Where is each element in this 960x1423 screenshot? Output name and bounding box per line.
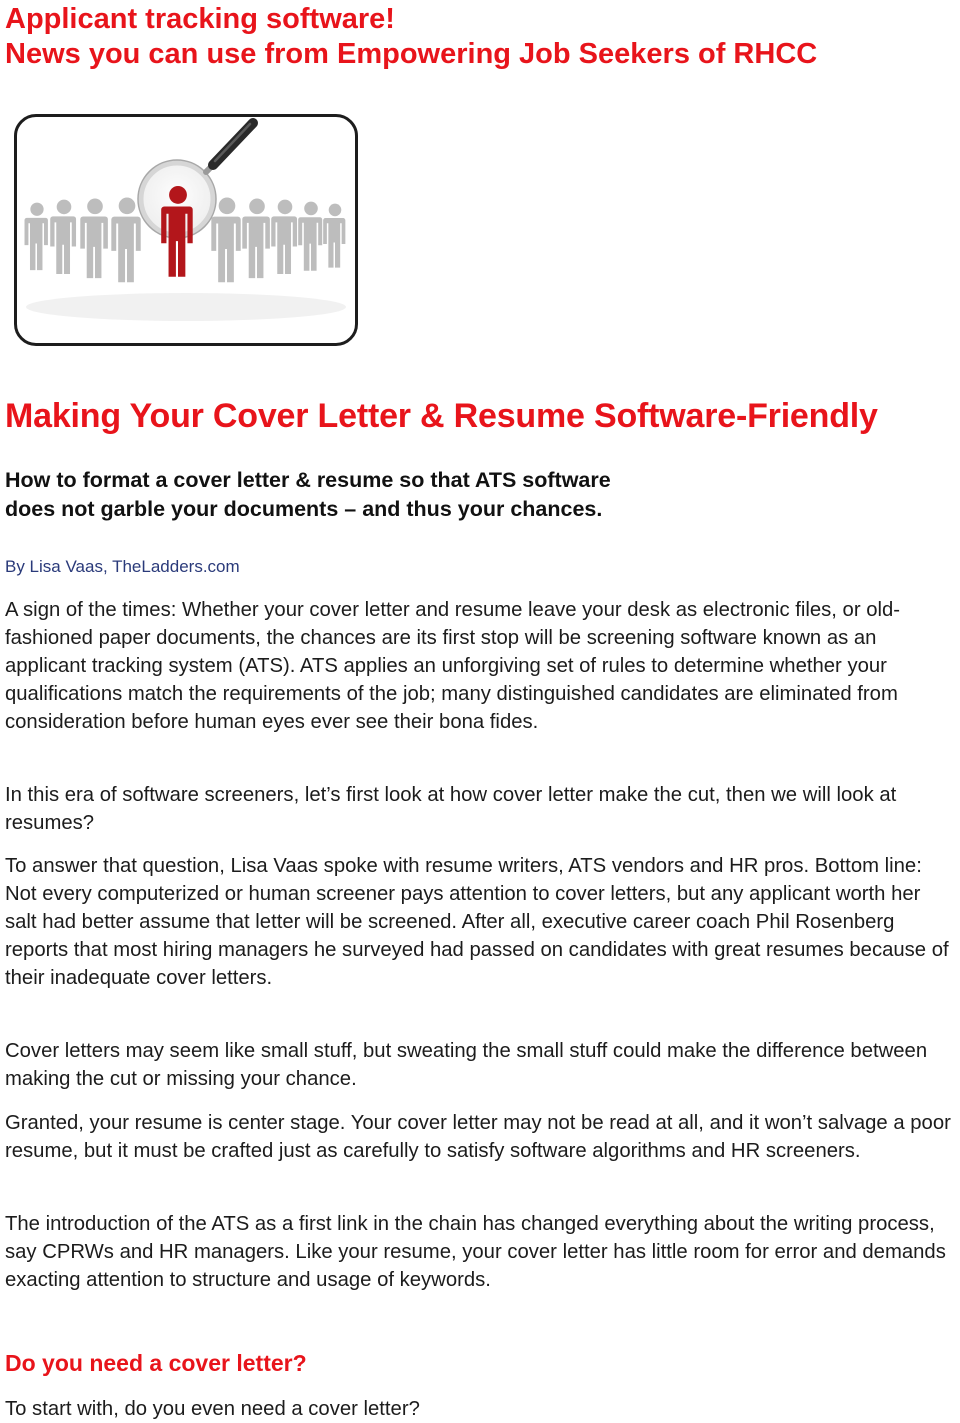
article-paragraph-1: A sign of the times: Whether your cover letter and resume leave your desk as electronic files, or old-fashioned paper documents, the chances are its first stop will be screening software known as an applicant tracking system (ATS). ATS applies an unforgiving set of rules to determine whether your qualifications match the requirements of the job; many distinguished candidates are eliminated from consideration before human eyes ever see their bona fides.: [5, 599, 901, 733]
article-paragraph-3: To answer that question, Lisa Vaas spoke with resume writers, ATS vendors and HR pros. Bottom line: Not every computerized or human screener pays attention to cover letters, but any applicant worth her salt had better assume that letter will be screened. After all, executive career coach Phil Rosenberg reports that most hiring managers he surveyed had passed on candidates with great resumes because of their inadequate cover letters.: [5, 855, 949, 989]
article-paragraph-6: The introduction of the ATS as a first link in the chain has changed everything about the writing process, say CPRWs and HR managers. Like your resume, your cover letter has little room for error and demands exacting attention to structure and usage of keywords.: [5, 1213, 946, 1291]
article-paragraph-4: Cover letters may seem like small stuff, but sweating the small stuff could make the difference between making the cut or missing your chance.: [5, 1040, 928, 1090]
article-byline: By Lisa Vaas, TheLadders.com: [5, 557, 240, 576]
section-heading: Do you need a cover letter?: [5, 1350, 307, 1376]
article-paragraph-2: In this era of software screeners, let’s first look at how cover letter make the cut, then we will look at resumes?: [5, 784, 897, 834]
article-headline: Making Your Cover Letter & Resume Software-Friendly: [5, 397, 878, 435]
header-title: Applicant tracking software!: [5, 3, 395, 35]
article-subheadline-line-1: How to format a cover letter & resume so that ATS software: [5, 468, 611, 492]
article-paragraph-5: Granted, your resume is center stage. Your cover letter may not be read at all, and it won’t salvage a poor resume, but it must be crafted just as carefully to satisfy software algorithms and HR screeners.: [5, 1112, 951, 1162]
magnifier-over-people-icon: [17, 117, 355, 343]
article-subheadline-line-2: does not garble your documents – and thus your chances.: [5, 497, 603, 521]
section-paragraph: To start with, do you even need a cover letter?: [5, 1398, 420, 1420]
article-illustration: [14, 114, 358, 346]
header-subtitle: News you can use from Empowering Job Seekers of RHCC: [5, 38, 818, 70]
